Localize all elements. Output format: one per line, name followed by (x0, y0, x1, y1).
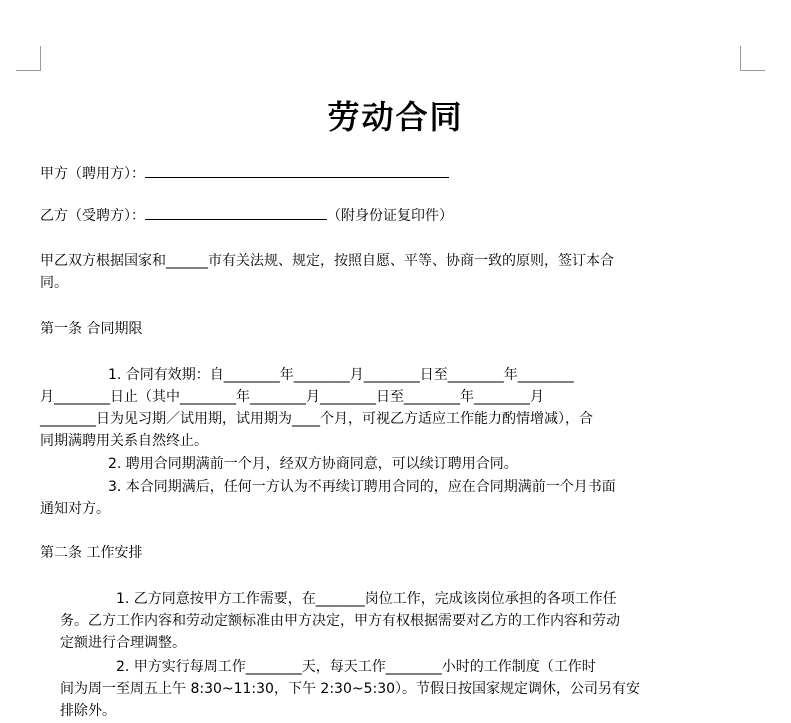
article-2-p1-line-2: 务。乙方工作内容和劳动定额标准由甲方决定，甲方有权根据需要对乙方的工作内容和劳动 (60, 613, 620, 629)
article-1-p3-line-1: 3. 本合同期满后，任何一方认为不再续订聘用合同的，应在合同期满前一个月书面 (108, 479, 616, 495)
intro-city-blank: ______ (166, 253, 208, 269)
intro-line-2: 同。 (40, 275, 68, 291)
party-a-label: 甲方（聘用方）： (40, 166, 145, 182)
party-a-line (40, 162, 449, 185)
article-2-p2-line-3: 排除外。 (60, 703, 116, 719)
document-title: 劳动合同 (327, 98, 464, 136)
article-2-heading: 第二条 工作安排 (40, 545, 143, 561)
party-a-blank[interactable] (145, 162, 449, 178)
party-b-line (40, 204, 453, 227)
article-1-p2: 2. 聘用合同期满前一个月，经双方协商同意，可以续订聘用合同。 (108, 456, 518, 472)
article-2-p2-line-2: 间为周一至周五上午 8:30~11:30，下午 2:30~5:30）。节假日按国家规定调休，公司另有安 (60, 681, 641, 697)
article-1-heading: 第一条 合同期限 (40, 321, 143, 337)
intro-text-a: 甲乙双方根据国家和 (40, 253, 166, 269)
party-b-blank[interactable] (145, 204, 327, 220)
article-2-p1-line-3: 定额进行合理调整。 (60, 635, 186, 651)
article-1-p1-line-2: 月________日止（其中________年________月________日至________年________月 (40, 389, 544, 405)
article-1-p1-line-3: ________日为见习期／试用期，试用期为____个月，可视乙方适应工作能力酌情增减），合 (40, 411, 593, 427)
article-2-p1-line-1: 1. 乙方同意按甲方工作需要，在_______岗位工作，完成该岗位承担的各项工作任 (116, 591, 617, 607)
article-1-p1-line-4: 同期满聘用关系自然终止。 (40, 433, 208, 449)
crop-mark-top-right (740, 46, 765, 71)
article-1-p3-line-2: 通知对方。 (40, 501, 110, 517)
party-b-note: （附身份证复印件） (327, 208, 453, 224)
crop-mark-top-left (16, 46, 41, 71)
article-2-p2-line-1: 2. 甲方实行每周工作________天，每天工作________小时的工作制度（工作时 (116, 659, 596, 675)
article-1-p1-line-1: 1. 合同有效期：自________年________月________日至________年________ (108, 367, 574, 383)
intro-text-b: 市有关法规、规定，按照自愿、平等、协商一致的原则，签订本合 (208, 253, 614, 269)
party-b-label: 乙方（受聘方）： (40, 208, 145, 224)
intro-line-1 (40, 250, 614, 272)
